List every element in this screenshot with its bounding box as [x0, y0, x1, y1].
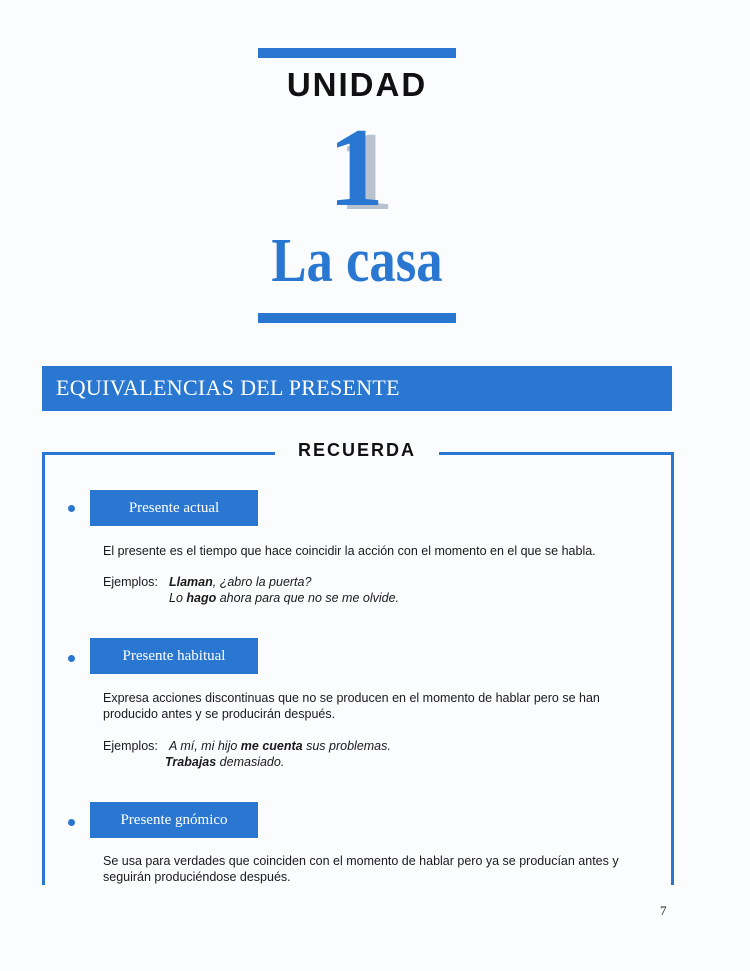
example-text: Lo [169, 591, 187, 605]
example-line [103, 754, 648, 770]
header-top-bar [258, 48, 456, 58]
description-presente-gnomico: Se usa para verdades que coinciden con el momento de hablar pero ya se producían antes y seguirán produciéndose después. [103, 854, 619, 884]
page-number: 7 [660, 903, 667, 918]
example-text: sus problemas. [302, 739, 391, 753]
example-text: ahora para que no se me olvide. [216, 591, 400, 605]
bullet-icon [68, 655, 75, 662]
bullet-icon [68, 505, 75, 512]
section-title: EQUIVALENCIAS DEL PRESENTE [56, 375, 400, 400]
example-bold: me cuenta [240, 739, 303, 753]
examples-presente-habitual [103, 738, 648, 770]
example-bold: Llaman [169, 575, 213, 589]
example-bold: Trabajas [165, 755, 217, 769]
recuerda-label: RECUERDA [275, 440, 439, 461]
unit-label: UNIDAD [286, 66, 428, 103]
example-line [103, 574, 648, 590]
example-line [103, 590, 648, 606]
examples-label: Ejemplos: [103, 575, 158, 589]
example-text: , ¿abro la puerta? [212, 575, 312, 589]
bullet-icon [68, 819, 75, 826]
tag-presente-habitual: Presente habitual [90, 638, 258, 674]
description-presente-habitual: Expresa acciones discontinuas que no se producen en el momento de hablar pero se han producido antes y se producirán después. [103, 691, 600, 721]
header-bottom-bar [258, 313, 456, 323]
examples-label: Ejemplos: [103, 739, 158, 753]
unit-title: La casa [271, 227, 443, 295]
example-text: A mí, mi hijo [169, 739, 241, 753]
examples-presente-actual [103, 574, 648, 606]
example-text: demasiado. [216, 755, 285, 769]
tag-presente-actual: Presente actual [90, 490, 258, 526]
description-presente-actual: El presente es el tiempo que hace coincidir la acción con el momento en el que se habla. [103, 544, 596, 558]
tag-presente-gnomico: Presente gnómico [90, 802, 258, 838]
example-bold: hago [186, 591, 217, 605]
unit-number: 1 [328, 106, 384, 230]
example-line [103, 738, 648, 754]
